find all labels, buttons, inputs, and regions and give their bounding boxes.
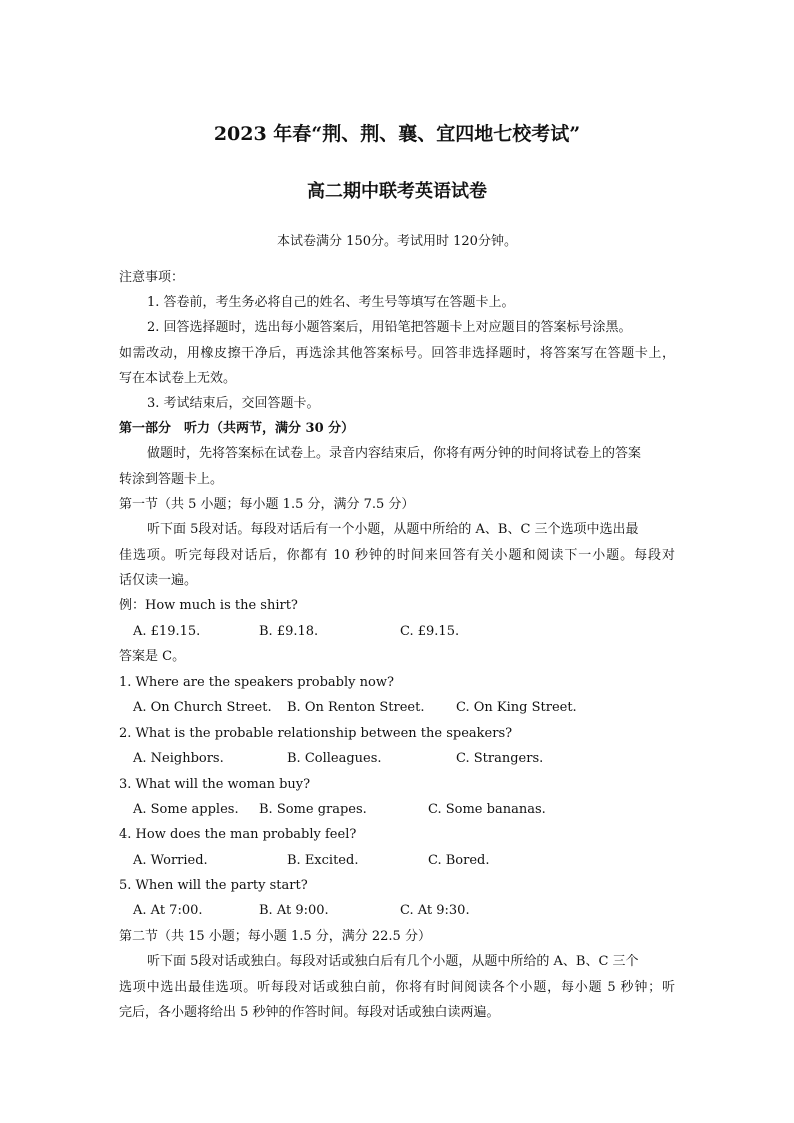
- part1-intro: 做题时，先将答案标在试卷上。录音内容结束后，你将有两分钟的时间将试卷上的答案: [147, 446, 642, 461]
- question-2-option-a: A. Neighbors.: [133, 751, 224, 766]
- question-2: 2. What is the probable relationship between the speakers?: [119, 726, 513, 741]
- note-item-2: 2. 回答选择题时，选出每小题答案后，用铅笔把答题卡上对应题目的答案标号涂黑。: [147, 320, 632, 335]
- note-item-2-cont: 如需改动，用橡皮擦干净后，再选涂其他答案标号。回答非选择题时，将答案写在答题卡上，: [119, 346, 675, 361]
- question-2-option-c: C. Strangers.: [456, 751, 544, 766]
- question-1-option-b: B. On Renton Street.: [287, 700, 425, 715]
- section1-instructions-cont: 佳选项。听完每段对话后，你都有 10 秒钟的时间来回答有关小题和阅读下一小题。每段对: [119, 548, 675, 563]
- question-4-option-a: A. Worried.: [133, 853, 208, 868]
- question-3: 3. What will the woman buy?: [119, 777, 311, 792]
- section2-instructions-cont: 选项中选出最佳选项。听每段对话或独白前，你将有时间阅读各个小题，每小题 5 秒钟；听: [119, 980, 675, 995]
- exam-info: 本试卷满分 150分。考试用时 120分钟。: [277, 234, 517, 249]
- note-item-1: 1. 答卷前，考生务必将自己的姓名、考生号等填写在答题卡上。: [147, 295, 515, 310]
- exam-title: 2023 年春“荆、荆、襄、宜四地七校考试”: [213, 123, 581, 145]
- section2-instructions-end: 完后，各小题将给出 5 秒钟的作答时间。每段对话或独白读两遍。: [119, 1005, 500, 1020]
- example-option-c: C. £9.15.: [400, 624, 460, 639]
- example-question: 例：How much is the shirt?: [119, 598, 298, 613]
- question-1-option-a: A. On Church Street.: [133, 700, 272, 715]
- section1-heading: 第一节（共 5 小题；每小题 1.5 分，满分 7.5 分）: [119, 497, 415, 512]
- part1-intro-cont: 转涂到答题卡上。: [119, 472, 224, 487]
- exam-subtitle: 高二期中联考英语试卷: [307, 181, 487, 202]
- question-4-option-b: B. Excited.: [287, 853, 359, 868]
- example-option-a: A. £19.15.: [133, 624, 201, 639]
- question-1-option-c: C. On King Street.: [456, 700, 577, 715]
- notes-heading: 注意事项：: [119, 270, 185, 285]
- question-5: 5. When will the party start?: [119, 878, 308, 893]
- example-answer: 答案是 C。: [119, 649, 186, 664]
- section1-instructions: 听下面 5段对话。每段对话后有一个小题，从题中所给的 A、B、C 三个选项中选出最: [147, 522, 639, 537]
- section2-instructions: 听下面 5段对话或独白。每段对话或独白后有几个小题，从题中所给的 A、B、C 三个: [147, 954, 639, 969]
- question-4-option-c: C. Bored.: [428, 853, 490, 868]
- note-item-3: 3. 考试结束后，交回答题卡。: [147, 396, 320, 411]
- question-3-option-c: C. Some bananas.: [428, 802, 546, 817]
- section1-instructions-end: 话仅读一遍。: [119, 573, 198, 588]
- question-5-option-c: C. At 9:30.: [400, 903, 470, 918]
- question-1: 1. Where are the speakers probably now?: [119, 675, 394, 690]
- question-3-option-b: B. Some grapes.: [259, 802, 367, 817]
- question-3-option-a: A. Some apples.: [133, 802, 239, 817]
- part1-heading: 第一部分 听力（共两节，满分 30 分）: [119, 421, 355, 436]
- question-5-option-b: B. At 9:00.: [259, 903, 329, 918]
- question-4: 4. How does the man probably feel?: [119, 827, 357, 842]
- note-item-2-end: 写在本试卷上无效。: [119, 371, 237, 386]
- question-5-option-a: A. At 7:00.: [133, 903, 203, 918]
- example-option-b: B. £9.18.: [259, 624, 319, 639]
- question-2-option-b: B. Colleagues.: [287, 751, 382, 766]
- section2-heading: 第二节（共 15 小题；每小题 1.5 分，满分 22.5 分）: [119, 929, 431, 944]
